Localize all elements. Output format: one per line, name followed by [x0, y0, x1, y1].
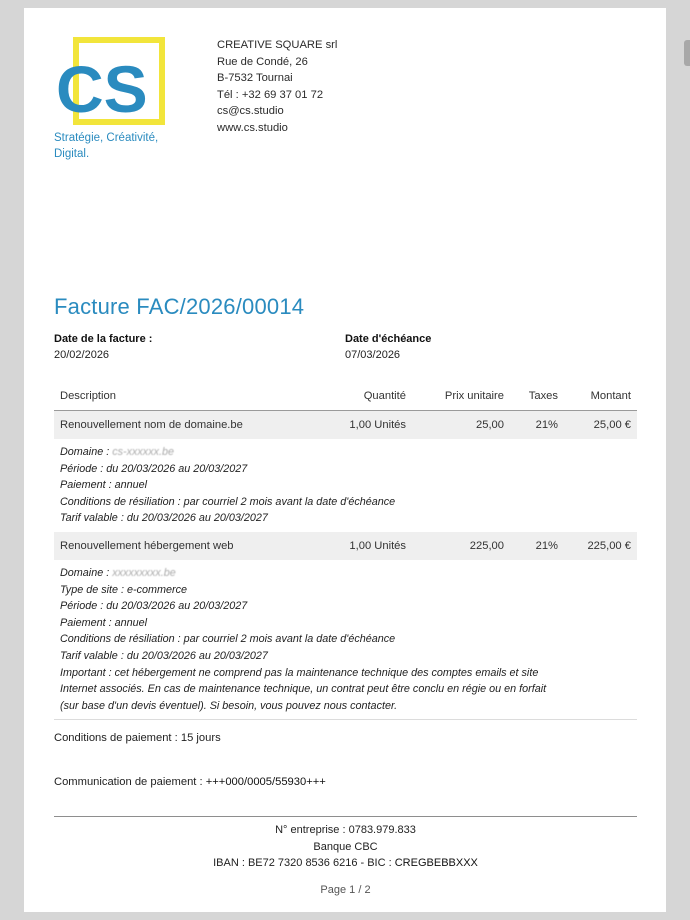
due-date-value: 07/03/2026	[345, 349, 401, 361]
company-address	[217, 37, 337, 137]
line-notes: Domaine : cs-xxxxxx.be Période : du 20/03/2026 au 20/03/2027 Paiement : annuel Conditions de résiliation : par courriel 2 mois avant la date d'échéance Tarif valable : du 20/03/2026 au 20/03/2027	[60, 446, 396, 525]
invoice-page	[24, 8, 666, 912]
company-number: N° entreprise : 0783.979.833	[275, 824, 416, 836]
payment-terms: Conditions de paiement : 15 jours	[54, 732, 221, 744]
redacted-domain: cs-xxxxxx.be	[112, 446, 175, 458]
redacted-domain: xxxxxxxxx.be	[112, 566, 176, 579]
invoice-lines-table	[54, 382, 637, 720]
header-amount: Montant	[564, 382, 637, 411]
line-notes: Domaine : xxxxxxxxx.be Type de site : e-commerce Période : du 20/03/2026 au 20/03/2027 Paiement : annuel Conditions de résiliation : par courriel 2 mois avant la date d'échéance Tarif valable : du 20/03/2026 au 20/03/2027 Important : cet hébergement ne comprend pas la maintenance technique des comptes emails et site Internet associés. En cas de maintenance technique, un contrat peut être conclu en régie ou en forfait (sur base d'un devis éventuel). Si besoin, vous pouvez nous contacter.	[54, 560, 637, 720]
footer	[54, 822, 637, 872]
table-row: Renouvellement nom de domaine.be 1,00 Unités 25,00 21% 25,00 €	[54, 411, 637, 440]
company-street: Rue de Condé, 26	[217, 55, 308, 68]
header-quantity: Quantité	[334, 382, 412, 411]
footer-divider	[54, 816, 637, 817]
header-taxes: Taxes	[510, 382, 564, 411]
due-date-label: Date d'échéance	[345, 333, 432, 345]
iban-bic: IBAN : BE72 7320 8536 6216 - BIC : CREGBEBBXXX	[213, 857, 478, 870]
header-unit-price: Prix unitaire	[412, 382, 510, 411]
tagline: Stratégie, Créativité, Digital.	[54, 132, 159, 160]
invoice-date-value: 20/02/2026	[54, 349, 110, 361]
invoice-title: Facture FAC/2026/00014	[54, 294, 305, 319]
logo-text: CS	[56, 52, 148, 126]
header-description: Description	[54, 382, 334, 411]
invoice-date-label: Date de la facture :	[54, 333, 153, 345]
company-email: cs@cs.studio	[217, 105, 284, 118]
scrollbar-handle[interactable]	[684, 40, 690, 66]
company-web: www.cs.studio	[217, 121, 288, 134]
cs-logo	[54, 36, 168, 128]
company-city: B-7532 Tournai	[217, 72, 293, 85]
table-row: Renouvellement hébergement web 1,00 Unités 225,00 21% 225,00 €	[54, 532, 637, 560]
payment-communication: Communication de paiement : +++000/0005/55930+++	[54, 776, 326, 788]
company-phone: Tél : +32 69 37 01 72	[217, 88, 324, 101]
company-name: CREATIVE SQUARE srl	[217, 39, 338, 51]
page-number: Page 1 / 2	[320, 884, 371, 896]
bank-name: Banque CBC	[313, 840, 378, 853]
communication-reference: +++000/0005/55930+++	[205, 776, 326, 788]
